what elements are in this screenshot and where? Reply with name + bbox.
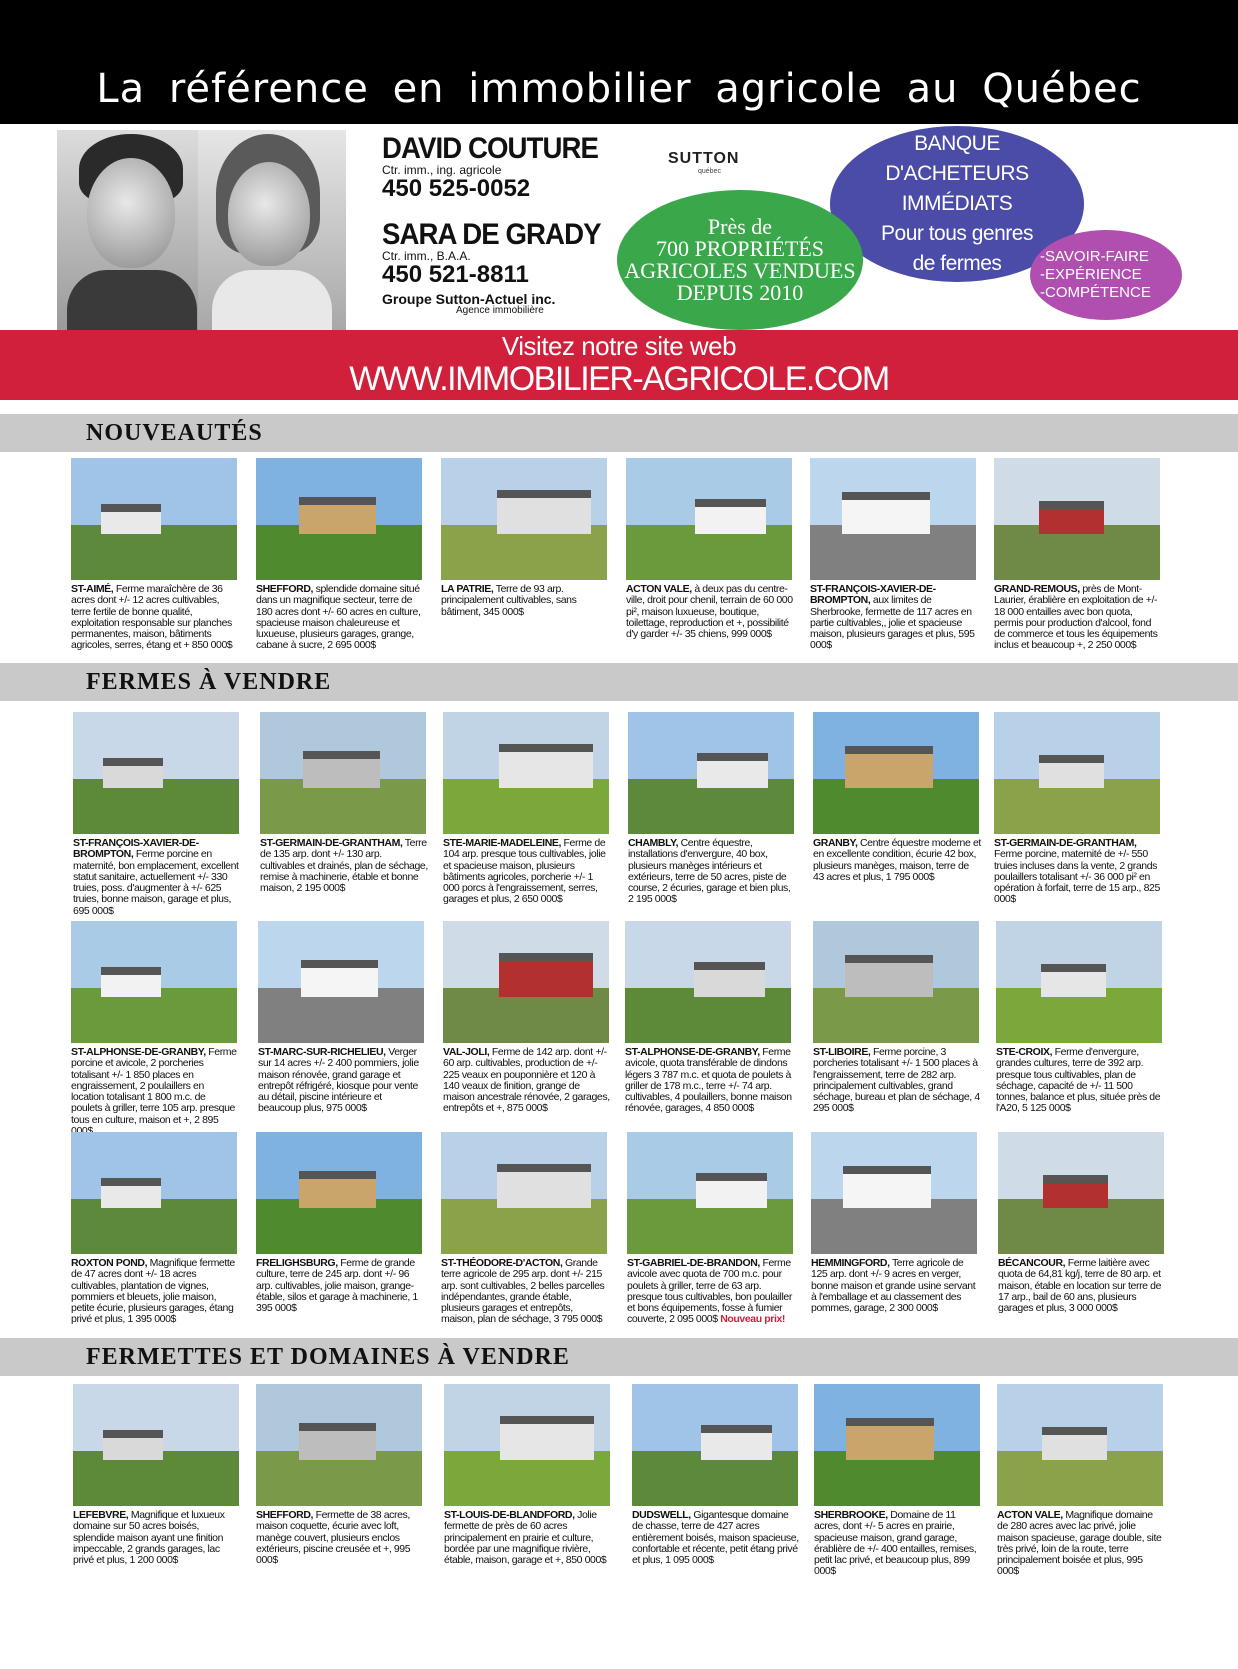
listing-caption xyxy=(814,1510,982,1578)
property-photo[interactable] xyxy=(443,921,609,1043)
agent-name: DAVID COUTURE xyxy=(382,132,598,165)
listing-card[interactable] xyxy=(256,1132,424,1314)
listing-card[interactable] xyxy=(625,921,793,1115)
property-photo[interactable] xyxy=(444,1384,610,1506)
listing-card[interactable] xyxy=(814,1384,982,1578)
listing-caption xyxy=(997,1510,1165,1578)
listing-caption xyxy=(256,1258,424,1314)
listing-place: ROXTON POND, xyxy=(71,1257,148,1269)
listing-place: ST-GERMAIN-DE-GRANTHAM, xyxy=(260,837,403,849)
listing-caption xyxy=(443,838,611,906)
listing-card[interactable] xyxy=(443,921,611,1115)
listing-description: Ferme porcine, 3 porcheries totalisant +/- 1 500 places à l'engraissement, terre de 282 arp. principalement cultivables, grand séchage, bureau et plan de séchage, 4 295 000$ xyxy=(813,1046,980,1115)
listing-description: Verger sur 14 acres +/- 2 400 pommiers, jolie maison rénovée, grand garage et entrepôt réfrigéré, kiosque pour vente au détail, piscine intérieure et beaucoup plus, 975 000$ xyxy=(258,1046,419,1115)
listing-description: Ferme porcine et avicole, 2 porcheries totalisant +/- 1 850 places en engraissement, 2 poulaillers en location totalisant 1 800 m.c. de poulets à griller, terre 105 arp. presque tous en culture, maison et +, 2 895 xyxy=(71,1046,237,1126)
agent-photo-david xyxy=(57,130,202,330)
agent-name: SARA DE GRADY xyxy=(382,218,601,251)
property-photo[interactable] xyxy=(628,712,794,834)
agency-sub: Agence immobilière xyxy=(456,305,544,316)
website-link[interactable]: WWW.IMMOBILIER-AGRICOLE.COM xyxy=(349,360,889,398)
website-intro: Visitez notre site web xyxy=(501,331,737,361)
listing-place: ST-GERMAIN-DE-GRANTHAM, xyxy=(994,837,1137,849)
property-photo[interactable] xyxy=(625,921,791,1043)
listing-card[interactable] xyxy=(71,1132,239,1326)
listing-caption xyxy=(260,838,428,894)
bubble-line: de fermes xyxy=(912,252,1002,275)
property-photo[interactable] xyxy=(994,712,1160,834)
listing-caption xyxy=(994,838,1162,906)
listing-card[interactable] xyxy=(627,1132,795,1326)
listing-card[interactable] xyxy=(997,1384,1165,1578)
listing-caption xyxy=(627,1258,795,1326)
property-photo[interactable] xyxy=(441,458,607,580)
listing-place: CHAMBLY, xyxy=(628,837,679,849)
page-title: La référence en immobilier agricole au Québec xyxy=(96,66,1142,112)
bubble-line: 700 PROPRIÉTÉS xyxy=(655,236,825,261)
agent-role: Ctr. imm., ing. agricole xyxy=(382,163,502,177)
listing-card[interactable] xyxy=(811,1132,979,1314)
listing-caption xyxy=(998,1258,1166,1314)
property-photo[interactable] xyxy=(256,1384,422,1506)
listing-description: Ferme laitière avec quota de 64,81 kg/j, terre de 80 arp. et maison, étable en location sur terre de 17 arp., bail de 60 ans, plusieurs garages et plus, 3 000 000$ xyxy=(998,1257,1162,1315)
listing-place: ST-AIMÉ, xyxy=(71,583,114,595)
listing-caption xyxy=(256,584,424,652)
agency-name: Groupe Sutton-Actuel inc. xyxy=(382,291,556,307)
listing-place: ACTON VALE, xyxy=(626,583,692,595)
listing-place: ST-MARC-SUR-RICHELIEU, xyxy=(258,1046,386,1058)
property-photo[interactable] xyxy=(71,921,237,1043)
bubble-line: Près de xyxy=(707,214,773,239)
listing-card[interactable] xyxy=(73,1384,241,1566)
listing-place: VAL-JOLI, xyxy=(443,1046,490,1058)
listing-caption xyxy=(73,838,241,917)
property-photo[interactable] xyxy=(73,1384,239,1506)
listing-place: SHERBROOKE, xyxy=(814,1509,888,1521)
listing-description: Grande terre agricole de 295 arp. dont +/- 215 arp. sont cultivables, 2 belles parcelles indépendantes, grande étable, plusieurs garages et entrepôts, maison, plan de séchage, 3 795 000$ xyxy=(441,1257,605,1326)
listing-card[interactable] xyxy=(994,712,1162,906)
property-photo[interactable] xyxy=(996,921,1162,1043)
new-price-badge: Nouveau prix! xyxy=(717,1313,786,1326)
listing-card[interactable] xyxy=(71,458,239,652)
listing-description: splendide domaine situé dans un magnifique secteur, terre de 180 acres dont +/- 60 acres en culture, spacieuse maison chaleureuse et luxueuse, plusieurs garages, grange, cabane à sucre, 2 695 000$ xyxy=(256,583,421,652)
listing-caption xyxy=(625,1047,793,1115)
bubble-line: -EXPÉRIENCE xyxy=(1040,266,1142,283)
listing-place: ACTON VALE, xyxy=(997,1509,1063,1521)
listing-description: Ferme d'envergure, grandes cultures, terre de 392 arp. presque tous cultivables, plan de séchage, capacité de +/- 11 500 tonnes, balance et plus, située près de l'A20, 5 125 000$ xyxy=(996,1046,1161,1115)
listing-place: ST-FRANÇOIS-XAVIER-DE-BROMPTON, xyxy=(73,837,199,861)
listing-card[interactable] xyxy=(626,458,794,640)
property-photo[interactable] xyxy=(73,712,239,834)
bubble-line: BANQUE xyxy=(914,132,1000,155)
listing-card[interactable] xyxy=(628,712,796,906)
listing-description: Ferme avicole avec quota de 700 m.c. pour poulets à griller, terre de 63 arp. presque tous cultivables, bon poulailler et bons équipements, fosse à fumier couverte, 2 095 000$ xyxy=(627,1257,792,1326)
property-photo[interactable] xyxy=(813,712,979,834)
property-photo[interactable] xyxy=(811,1132,977,1254)
listing-caption xyxy=(813,1047,981,1115)
listing-caption xyxy=(994,584,1162,652)
listing-card[interactable] xyxy=(441,1132,609,1326)
listing-description: Jolie fermette de près de 60 acres principalement en prairie et culture, bordée par une magnifique rivière, étable, maison, garage et +, 850 000$ xyxy=(444,1509,607,1567)
listing-description: Terre de 93 arp. principalement cultivables, sans bâtiment, 345 000$ xyxy=(441,583,577,618)
bubble-line: D'ACHETEURS IMMÉDIATS xyxy=(885,162,1029,215)
section-title: FERMES À VENDRE xyxy=(86,669,332,695)
property-photo[interactable] xyxy=(256,1132,422,1254)
listing-description: Ferme maraîchère de 36 acres dont +/- 12 acres cultivables, terre fertile de bonne qualité, exploitation responsable sur planches permanentes, maison, bâtiments agricoles, serres, étang et + 850 000$ xyxy=(71,583,233,652)
listing-caption xyxy=(71,584,239,652)
listing-description: près de Mont-Laurier, érablière en exploitation de +/- 18 000 entailles avec bon quota, permis pour production d'alcool, fond de commerce et tous les équipements inclus et beaucoup +, 2 250 000$ xyxy=(994,583,1158,652)
listing-card[interactable] xyxy=(813,712,981,883)
property-photo[interactable] xyxy=(441,1132,607,1254)
listing-card[interactable] xyxy=(632,1384,800,1566)
listing-place: ST-LIBOIRE, xyxy=(813,1046,871,1058)
listing-place: SHEFFORD, xyxy=(256,583,314,595)
listing-caption xyxy=(996,1047,1164,1115)
listing-description: Gigantesque domaine de chasse, terre de 427 acres entièrement boisés, maison spacieuse, confortable et récente, petit étang privé et plus, 1 095 000$ xyxy=(632,1509,799,1567)
listing-description: Domaine de 11 acres, dont +/- 5 acres en prairie, spacieuse maison, grand garage, érablière de +/- 400 entailles, remises, petit lac privé, et beaucoup plus, 899 000$ xyxy=(814,1509,977,1578)
listing-card[interactable] xyxy=(441,458,609,618)
property-photo[interactable] xyxy=(813,921,979,1043)
section-header-hobby xyxy=(0,1338,1238,1376)
listing-card[interactable] xyxy=(256,458,424,652)
bubble-line: -COMPÉTENCE xyxy=(1040,284,1151,301)
listing-description: Fermette de 38 acres, maison coquette, écurie avec loft, manège couvert, plusieurs enclos extérieurs, piscine creusée et +, 995 000$ xyxy=(256,1509,411,1567)
listing-description: Ferme porcine, maternité de +/- 550 truies incluses dans la vente, 2 grands poulaillers totalisant +/- 36 000 pi² en opération à forfait, terre de 15 arp., 825 000$ xyxy=(994,848,1160,906)
property-photo[interactable] xyxy=(71,1132,237,1254)
listing-place: DUDSWELL, xyxy=(632,1509,691,1521)
listing-card[interactable] xyxy=(260,712,428,894)
listing-description: aux limites de Sherbrooke, fermette de 117 acres en partie cultivables,, jolie et spacieuse maison, plusieurs garages et plus, 595 000$ xyxy=(810,594,975,652)
listing-description: Magnifique fermette de 47 acres dont +/- 18 acres cultivables, plantation de vignes, pommiers et bleuets, jolie maison, petite écurie, plusieurs garages, étang privé et plus, 1 395 000$ xyxy=(71,1257,235,1326)
bubble-line: Pour tous genres xyxy=(881,222,1033,245)
agent-sara xyxy=(382,220,620,288)
listing-card[interactable] xyxy=(996,921,1164,1115)
sutton-logo-sub: québec xyxy=(698,168,721,175)
listing-caption xyxy=(632,1510,800,1566)
listing-place: STE-CROIX, xyxy=(996,1046,1053,1058)
agent-phone[interactable]: 450 525-0052 xyxy=(382,175,531,202)
section-title: FERMETTES ET DOMAINES À VENDRE xyxy=(86,1344,570,1370)
listing-caption xyxy=(73,1510,241,1566)
property-photo[interactable] xyxy=(998,1132,1164,1254)
listing-caption xyxy=(626,584,794,640)
listing-card[interactable] xyxy=(994,458,1162,652)
listing-card[interactable] xyxy=(73,712,241,917)
listing-place: GRAND-REMOUS, xyxy=(994,583,1080,595)
listing-description: Centre équestre, installations d'envergure, 40 box, plusieurs manèges intérieurs et extérieurs, terre de 50 acres, piste de course, 2 écuries, garage et bien plus, 2 195 000$ xyxy=(628,837,791,906)
listing-caption xyxy=(258,1047,426,1115)
listing-place: LA PATRIE, xyxy=(441,583,494,595)
listing-place: LEFEBVRE, xyxy=(73,1509,129,1521)
listing-description: Ferme porcine en maternité, bon emplacement, excellent statut sanitaire, actuellement +/- 330 truies, poss. d'augmenter à +/- 625 truies, bonne maison, garage et plus, 695 000$ xyxy=(73,848,239,917)
header-bar xyxy=(0,0,1238,124)
listing-card[interactable] xyxy=(444,1384,612,1566)
listing-caption xyxy=(441,1258,609,1326)
listing-card[interactable] xyxy=(256,1384,424,1566)
listing-caption xyxy=(813,838,981,883)
listing-place: ST-THÉODORE-D'ACTON, xyxy=(441,1257,563,1269)
property-photo[interactable] xyxy=(443,712,609,834)
listing-description: Terre de 135 arp. dont +/- 130 arp. cultivables et drainés, plan de séchage, remise à machinerie, étable et bonne maison, 2 195 000$ xyxy=(260,837,428,895)
listing-place: ST-FRANÇOIS-XAVIER-DE-BROMPTON, xyxy=(810,583,936,607)
section-title: NOUVEAUTÉS xyxy=(86,420,263,446)
listing-caption xyxy=(444,1510,612,1566)
listing-place: BÉCANCOUR, xyxy=(998,1257,1066,1269)
listing-caption xyxy=(71,1258,239,1326)
agent-role: Ctr. imm., B.A.A. xyxy=(382,249,471,263)
listing-caption xyxy=(811,1258,979,1314)
listing-card[interactable] xyxy=(71,921,239,1137)
property-photo[interactable] xyxy=(627,1132,793,1254)
listing-card[interactable] xyxy=(813,921,981,1115)
listing-caption xyxy=(810,584,978,652)
property-photo[interactable] xyxy=(258,921,424,1043)
listing-place: FRELIGHSBURG, xyxy=(256,1257,338,1269)
listing-place: ST-LOUIS-DE-BLANDFORD, xyxy=(444,1509,575,1521)
listing-description: Terre agricole de 125 arp. dont +/- 9 acres en verger, bonne maison et grande usine servant à l'emballage et au classement des pommes, garage, 2 300 000$ xyxy=(811,1257,976,1315)
property-photo[interactable] xyxy=(71,458,237,580)
sold-properties-bubble xyxy=(617,190,863,330)
listing-description: Ferme de 104 arp. presque tous cultivables, jolie et spacieuse maison, plusieurs bâtiments agricoles, porcherie +/- 1 000 porcs à l'engraissement, serres, garages et plus, 2 650 000$ xyxy=(443,837,606,906)
listing-description: Ferme de grande culture, terre de 245 arp. dont +/- 96 arp. cultivables, jolie maison, grange-étable, silos et garage à machinerie, 1 395 000$ xyxy=(256,1257,418,1315)
listing-caption xyxy=(256,1510,424,1566)
listing-caption xyxy=(441,584,609,618)
property-photo[interactable] xyxy=(994,458,1160,580)
website-banner xyxy=(0,330,1238,400)
property-photo[interactable] xyxy=(260,712,426,834)
listing-caption xyxy=(628,838,796,906)
listing-place: STE-MARIE-MADELEINE, xyxy=(443,837,562,849)
bubble-line: DEPUIS 2010 xyxy=(676,280,804,305)
bubble-line: AGRICOLES VENDUES xyxy=(624,258,856,283)
listing-place: SHEFFORD, xyxy=(256,1509,314,1521)
listing-description: Centre équestre moderne et en excellente condition, écurie 42 box, plusieurs manèges, maison, terre de 43 acres et plus, 1 795 000$ xyxy=(813,837,981,883)
sutton-logo: SUTTON xyxy=(668,150,740,167)
agent-photo-sara xyxy=(198,130,346,330)
expertise-bubble xyxy=(1030,230,1182,320)
section-header-new xyxy=(0,414,1238,452)
listing-card[interactable] xyxy=(443,712,611,906)
property-photo[interactable] xyxy=(626,458,792,580)
listing-description: Ferme de 142 arp. dont +/- 60 arp. cultivables, production de +/- 225 veaux en pouponnière et 120 à 140 veaux de finition, grange de maison ancestrale rénovée, 2 garages, entrepôts et +, 875 000$ xyxy=(443,1046,610,1115)
listing-place: GRANBY, xyxy=(813,837,858,849)
listing-card[interactable] xyxy=(810,458,978,652)
property-photo[interactable] xyxy=(256,458,422,580)
property-photo[interactable] xyxy=(997,1384,1163,1506)
property-photo[interactable] xyxy=(632,1384,798,1506)
listing-place: ST-ALPHONSE-DE-GRANBY, xyxy=(71,1046,206,1058)
listing-caption xyxy=(71,1047,239,1137)
listing-card[interactable] xyxy=(998,1132,1166,1314)
listing-place: ST-GABRIEL-DE-BRANDON, xyxy=(627,1257,760,1269)
listing-caption xyxy=(443,1047,611,1115)
listing-place: ST-ALPHONSE-DE-GRANBY, xyxy=(625,1046,760,1058)
bubble-line: -SAVOIR-FAIRE xyxy=(1040,248,1149,265)
listing-description: Magnifique et luxueux domaine sur 50 acres boisés, splendide maison ayant une finition impeccable, 2 grands garages, lac privé et plus, 1 200 000$ xyxy=(73,1509,225,1567)
section-header-farms xyxy=(0,663,1238,701)
listing-card[interactable] xyxy=(258,921,426,1115)
property-photo[interactable] xyxy=(810,458,976,580)
listing-description: Ferme avicole, quota transférable de dindons légers 3 787 m.c. et quota de poulets à griller de 178 m.c., terre +/- 74 arp. cultivables, 4 poulaillers, bonne maison rénovée, garages, 4 850 000$ xyxy=(625,1046,792,1115)
agent-david xyxy=(382,134,617,202)
agent-phone[interactable]: 450 521-8811 xyxy=(382,261,529,288)
listing-description: Magnifique domaine de 280 acres avec lac privé, jolie maison spacieuse, garage double, site très privé, loin de la route, terre principalement boisée et plus, 995 000$ xyxy=(997,1509,1162,1578)
listing-description: à deux pas du centre-ville, droit pour chenil, terrain de 60 000 pi², maison luxueuse, boutique, toilettage, reproduction et +, possibilité d'y garder +/- 35 chiens, 999 000$ xyxy=(626,583,793,641)
listing-place: HEMMINGFORD, xyxy=(811,1257,890,1269)
property-photo[interactable] xyxy=(814,1384,980,1506)
